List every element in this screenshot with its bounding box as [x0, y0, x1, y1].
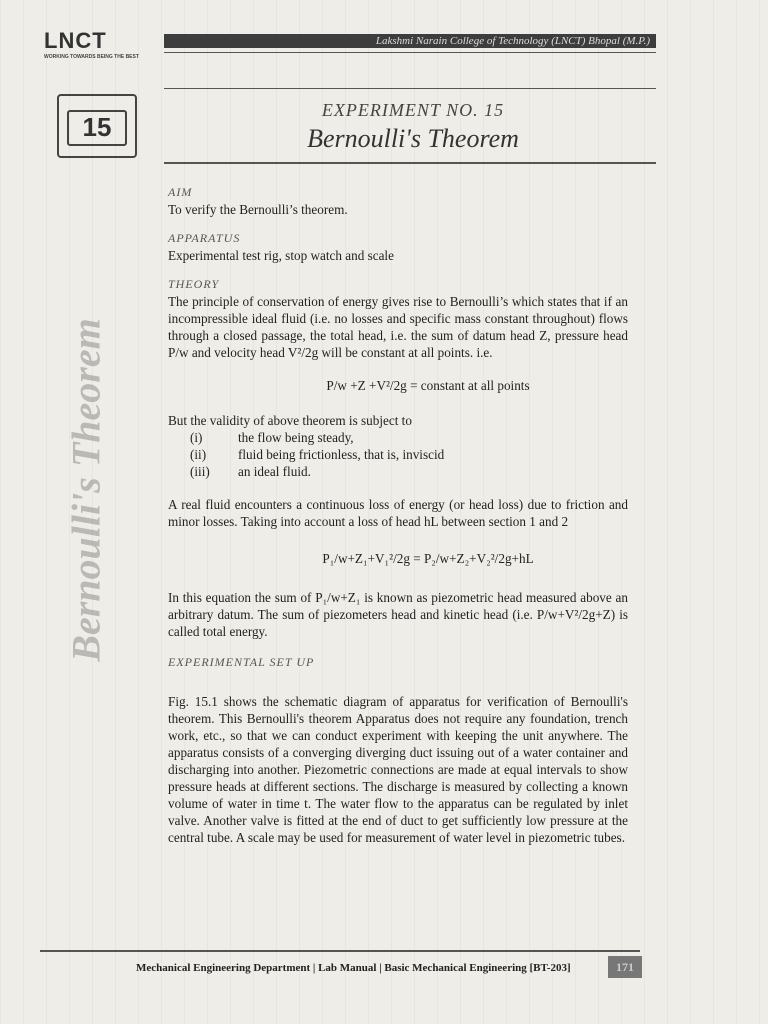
- energy-equation: P₁/w+Z₁+V₁²/2g = P₂/w+Z₂+V₂²/2g+hL: [322, 551, 534, 566]
- footer-rule: [40, 950, 640, 952]
- setup-heading: EXPERIMENTAL SET UP: [168, 655, 315, 669]
- experiment-title: Bernoulli's Theorem: [307, 124, 519, 153]
- list-text: the flow being steady,: [238, 430, 354, 445]
- conditions-list: [190, 429, 628, 480]
- page-footer: Mechanical Engineering Department | Lab Manual | Basic Mechanical Engineering [BT-203]: [136, 962, 571, 974]
- real-fluid-text: A real fluid encounters a continuous loss of energy (or head loss) due to friction and minor losses. Taking into account a loss of head hL between section 1 and 2: [168, 497, 628, 529]
- list-text: fluid being frictionless, that is, inviscid: [238, 447, 445, 462]
- experiment-number: 15: [67, 110, 127, 146]
- experiment-label: EXPERIMENT NO. 15: [321, 100, 505, 120]
- side-title-watermark: Bernoulli's Theorem: [63, 318, 109, 662]
- theory-intro: The principle of conservation of energy gives rise to Bernoulli’s which states that if an incompressible ideal fluid (i.e. no losses and specific mass constant throughout) flows through a closed passage, the total head, i.e. the sum of datum head Z, pressure head P/w and velocity head V²/2g will be constant at all points. i.e.: [168, 294, 628, 360]
- list-item: [190, 463, 628, 480]
- list-number: (iii): [190, 464, 210, 479]
- list-item: [190, 446, 628, 463]
- logo-tagline: WORKING TOWARDS BEING THE BEST: [44, 54, 139, 60]
- apparatus-heading: APPARATUS: [168, 231, 241, 245]
- logo-text: LNCT: [44, 28, 107, 53]
- experiment-number-box: [57, 94, 137, 158]
- setup-text: Fig. 15.1 shows the schematic diagram of apparatus for verification of Bernoulli's theorem. This Bernoulli's theorem Apparatus does not require any foundation, trench work, etc., so that we can conduct experiment with keeping the unit anywhere. The apparatus consists of a converging diverging duct issuing out of a water container and discharging into another. Piezometric connections are made at equal intervals to show pressure heads at different sections. The discharge is measured by collecting a known volume of water in time t. The water flow to the apparatus can be regulated by inlet valve. Another valve is fitted at the end of duct to get sufficiently low pressure at the central tube. A scale may be used for measurement of water level in piezometric tubes.: [168, 694, 628, 845]
- title-top-rule: [164, 88, 656, 89]
- document-body: [168, 180, 628, 846]
- aim-heading: AIM: [168, 185, 193, 199]
- college-logo: [44, 28, 164, 60]
- equation-explanation: In this equation the sum of P₁/w+Z₁ is known as piezometric head measured above an arbitrary datum. The sum of piezometers head and kinetic head (i.e. P/w+V²/2g+Z) is called total energy.: [168, 590, 628, 639]
- apparatus-text: Experimental test rig, stop watch and scale: [168, 248, 394, 263]
- bernoulli-equation: P/w +Z +V²/2g = constant at all points: [326, 378, 530, 393]
- validity-text: But the validity of above theorem is subject to: [168, 413, 412, 428]
- header-rule: [164, 52, 656, 53]
- aim-text: To verify the Bernoulli’s theorem.: [168, 202, 348, 217]
- list-number: (i): [190, 430, 203, 445]
- list-item: [190, 429, 628, 446]
- list-number: (ii): [190, 447, 207, 462]
- college-header-bar: Lakshmi Narain College of Technology (LNCT) Bhopal (M.P.): [164, 34, 656, 48]
- list-text: an ideal fluid.: [238, 464, 311, 479]
- theory-heading: THEORY: [168, 277, 220, 291]
- title-bottom-rule: [164, 162, 656, 164]
- page-number: 171: [608, 956, 642, 978]
